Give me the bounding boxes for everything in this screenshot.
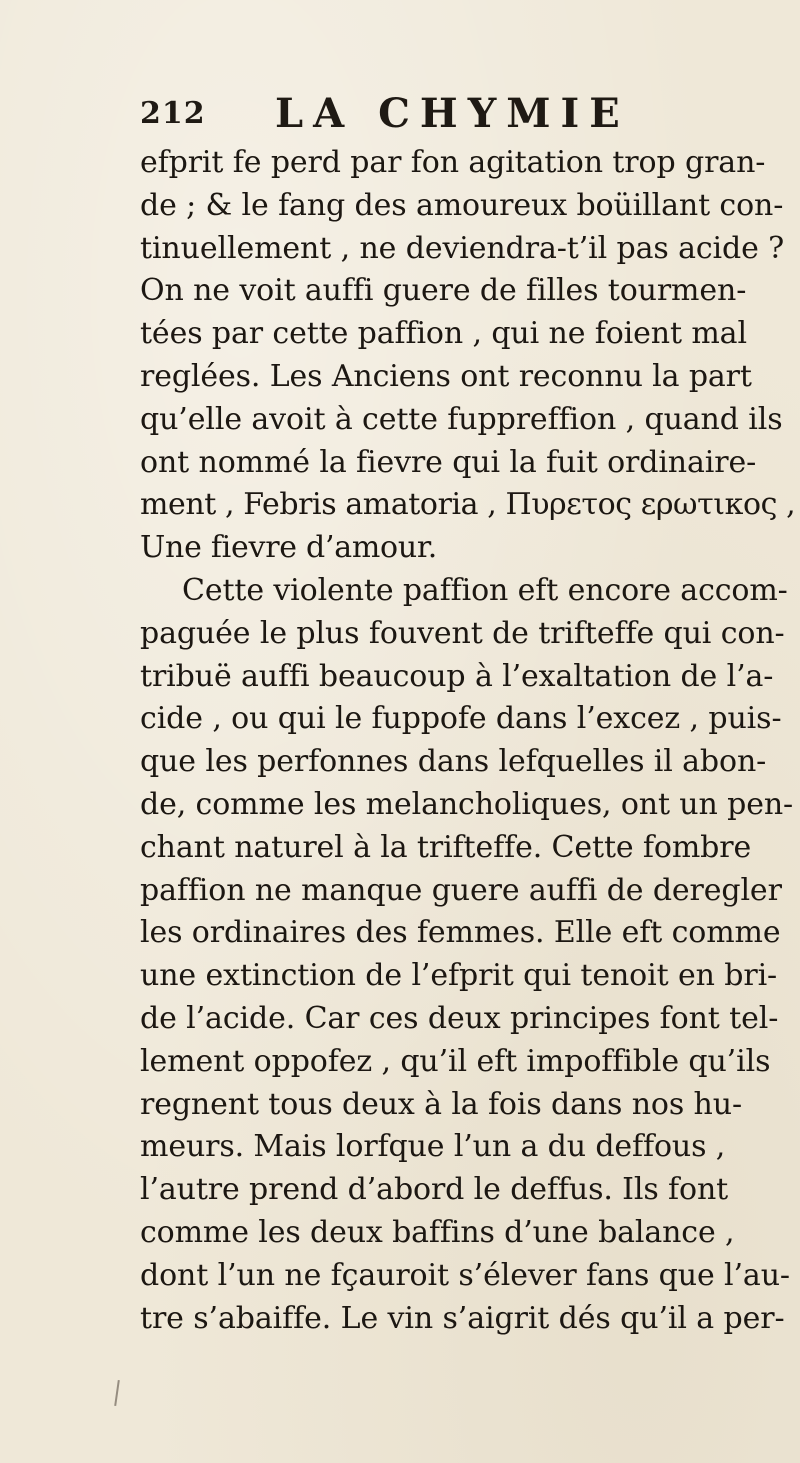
page-header bbox=[140, 90, 780, 140]
text-line: l’autre prend d’abord le deffus. Ils font bbox=[140, 1172, 729, 1208]
text-line: de ; & le fang des amoureux boüillant con- bbox=[140, 187, 784, 223]
text-line: que les perfonnes dans lefquelles il abon- bbox=[140, 744, 767, 780]
text-line: tinuellement , ne deviendra-t’il pas acide ? bbox=[140, 230, 785, 266]
text-line: paguée le plus fouvent de trifteffe qui con- bbox=[140, 615, 785, 651]
text-line: comme les deux baffins d’une balance , bbox=[140, 1214, 735, 1250]
page-number: 212 bbox=[140, 96, 206, 131]
text-line: dont l’un ne fçauroit s’élever fans que l’au- bbox=[140, 1257, 790, 1293]
text-line: une extinction de l’efprit qui tenoit en bri- bbox=[140, 958, 778, 994]
text-line: de, comme les melancholiques, ont un pen- bbox=[140, 786, 794, 822]
text-line: Cette violente paffion eft encore accom- bbox=[182, 572, 788, 608]
text-line: tées par cette paffion , qui ne foient mal bbox=[140, 316, 747, 352]
text-line: qu’elle avoit à cette fuppreffion , quand ils bbox=[140, 401, 783, 437]
stray-pen-mark bbox=[114, 1380, 120, 1406]
text-line: efprit fe perd par fon agitation trop gran- bbox=[140, 145, 766, 180]
text-line: de l’acide. Car ces deux principes font tel- bbox=[140, 1000, 779, 1036]
text-line: Une fievre d’amour. bbox=[140, 530, 437, 566]
text-line: ment , Febris amatoria , Πυρετος ερωτικος , bbox=[140, 487, 796, 523]
body-text bbox=[140, 142, 800, 1340]
text-line: meurs. Mais lorfque l’un a du deffous , bbox=[140, 1129, 726, 1165]
running-head: LA CHYMIE bbox=[275, 90, 630, 137]
text-line: ont nommé la fievre qui la fuit ordinaire- bbox=[140, 444, 757, 480]
text-line: tribuë auffi beaucoup à l’exaltation de l’a- bbox=[140, 658, 774, 694]
text-line: tre s’abaiffe. Le vin s’aigrit dés qu’il a per- bbox=[140, 1300, 785, 1336]
text-line: paffion ne manque guere auffi de deregler bbox=[140, 872, 782, 908]
text-line: lement oppofez , qu’il eft impoffible qu’ils bbox=[140, 1043, 771, 1079]
text-line: chant naturel à la trifteffe. Cette fombre bbox=[140, 829, 752, 865]
text-line: On ne voit auffi guere de filles tourmen- bbox=[140, 273, 747, 309]
text-line: reglées. Les Anciens ont reconnu la part bbox=[140, 358, 752, 394]
text-line: les ordinaires des femmes. Elle eft comme bbox=[140, 915, 781, 951]
text-line: regnent tous deux à la fois dans nos hu- bbox=[140, 1086, 742, 1122]
text-line: cide , ou qui le fuppofe dans l’excez , puis- bbox=[140, 701, 782, 737]
